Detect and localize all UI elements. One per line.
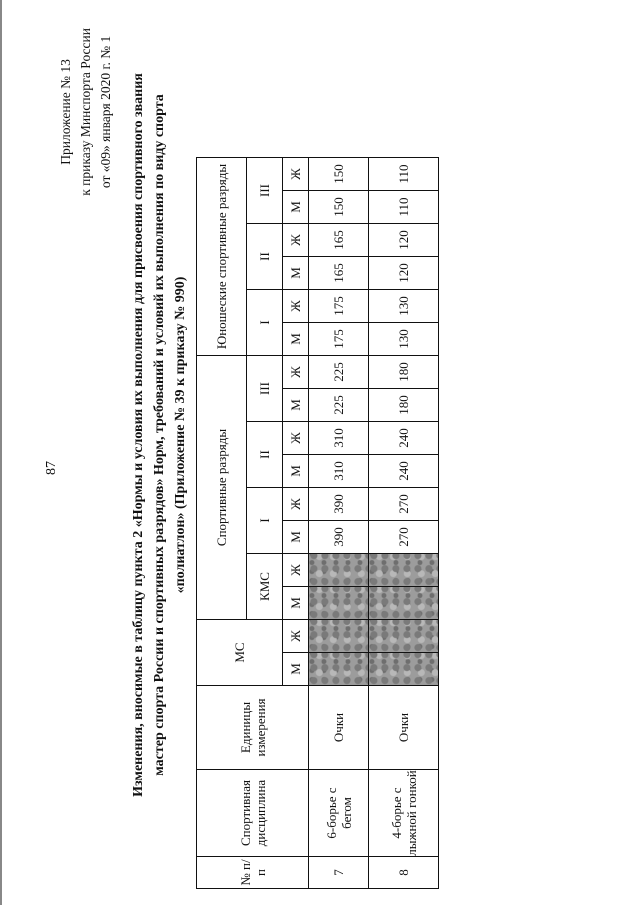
- header-f: Ж: [283, 488, 309, 521]
- norms-table: [196, 157, 439, 889]
- header-f: Ж: [283, 290, 309, 323]
- shaded-cell: [309, 653, 369, 686]
- row-num: 7: [309, 857, 369, 889]
- header-units: Единицы измерения: [197, 686, 309, 770]
- page-number: 87: [44, 461, 59, 475]
- header-m: М: [283, 191, 309, 224]
- row-num: 8: [369, 857, 439, 889]
- shaded-cell: [369, 620, 439, 653]
- heading-line-2: мастер спорта России и спортивных разрядов» Норм, требований и условий их выполнения по виду спорта: [152, 94, 167, 776]
- shaded-cell: [369, 587, 439, 620]
- value-cell: 310: [309, 422, 369, 455]
- header-f: Ж: [283, 422, 309, 455]
- header-sport-ranks: Спортивные разряды: [197, 356, 247, 620]
- value-cell: 110: [369, 158, 439, 191]
- row-units: Очки: [309, 686, 369, 770]
- header-m: М: [283, 257, 309, 290]
- heading-line-3: «полиатлон» (Приложение № 39 к приказу № 990): [173, 276, 188, 594]
- header-rank-2: II: [247, 422, 283, 488]
- shaded-cell: [309, 587, 369, 620]
- header-f: Ж: [283, 620, 309, 653]
- heading-line-1: Изменения, вносимые в таблицу пункта 2 «Нормы и условия их выполнения для присвоения спортивного звания: [131, 73, 146, 797]
- value-cell: 130: [369, 323, 439, 356]
- appendix-line-3: от «09» января 2020 г. № 1: [98, 35, 113, 189]
- header-m: М: [283, 587, 309, 620]
- value-cell: 165: [309, 257, 369, 290]
- header-youth-ranks: Юношеские спортивные разряды: [197, 158, 247, 356]
- table-row: [309, 158, 369, 889]
- value-cell: 270: [369, 488, 439, 521]
- value-cell: 150: [309, 158, 369, 191]
- header-m: М: [283, 653, 309, 686]
- header-rank-1: I: [247, 488, 283, 554]
- header-m: М: [283, 455, 309, 488]
- value-cell: 225: [309, 389, 369, 422]
- shaded-cell: [309, 554, 369, 587]
- header-num: № п/п: [197, 857, 309, 889]
- table-row: [369, 158, 439, 889]
- appendix-line-1: Приложение № 13: [58, 59, 73, 165]
- header-f: Ж: [283, 158, 309, 191]
- value-cell: 240: [369, 422, 439, 455]
- shaded-cell: [369, 653, 439, 686]
- header-f: Ж: [283, 356, 309, 389]
- header-ms: МС: [197, 620, 283, 686]
- header-m: М: [283, 323, 309, 356]
- value-cell: 120: [369, 224, 439, 257]
- value-cell: 240: [369, 455, 439, 488]
- shaded-cell: [369, 554, 439, 587]
- header-rank-3: III: [247, 356, 283, 422]
- header-youth-3: III: [247, 158, 283, 224]
- value-cell: 110: [369, 191, 439, 224]
- value-cell: 120: [369, 257, 439, 290]
- value-cell: 175: [309, 323, 369, 356]
- value-cell: 390: [309, 488, 369, 521]
- header-kms: КМС: [247, 554, 283, 620]
- value-cell: 175: [309, 290, 369, 323]
- value-cell: 225: [309, 356, 369, 389]
- header-m: М: [283, 389, 309, 422]
- value-cell: 150: [309, 191, 369, 224]
- header-youth-2: II: [247, 224, 283, 290]
- header-f: Ж: [283, 224, 309, 257]
- row-units: Очки: [369, 686, 439, 770]
- value-cell: 165: [309, 224, 369, 257]
- shaded-cell: [309, 620, 369, 653]
- header-discipline: Спортивная дисциплина: [197, 770, 309, 857]
- appendix-reference: [56, 28, 116, 196]
- header-m: М: [283, 521, 309, 554]
- value-cell: 180: [369, 389, 439, 422]
- document-heading: [128, 45, 191, 825]
- row-discipline: 4-борье с лыжной гонкой: [369, 770, 439, 857]
- value-cell: 180: [369, 356, 439, 389]
- header-youth-1: I: [247, 290, 283, 356]
- value-cell: 270: [369, 521, 439, 554]
- value-cell: 310: [309, 455, 369, 488]
- value-cell: 390: [309, 521, 369, 554]
- value-cell: 130: [369, 290, 439, 323]
- header-f: Ж: [283, 554, 309, 587]
- row-discipline: 6-борье с бегом: [309, 770, 369, 857]
- appendix-line-2: к приказу Минспорта России: [78, 28, 93, 196]
